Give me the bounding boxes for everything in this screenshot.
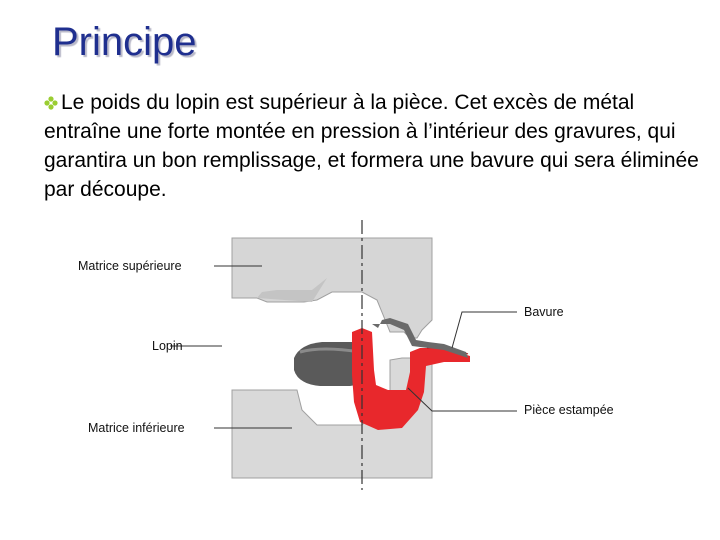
leader-flash	[452, 312, 517, 348]
slide-title: Principe	[52, 20, 197, 64]
label-lower-die: Matrice inférieure	[88, 421, 185, 435]
bullet-paragraph	[44, 88, 704, 204]
diamond-bullet-icon	[44, 89, 58, 103]
label-billet: Lopin	[152, 339, 183, 353]
label-upper-die: Matrice supérieure	[78, 259, 182, 273]
forging-diagram-svg	[72, 220, 652, 495]
label-forged-part: Pièce estampée	[524, 403, 614, 417]
paragraph-text: Le poids du lopin est supérieur à la pièce. Cet excès de métal entraîne une forte montée en pression à l’intérieur des gravures, qui garantira un bon remplissage, et formera une bavure qui sera éliminée par découpe.	[44, 91, 699, 201]
label-flash: Bavure	[524, 305, 564, 319]
forging-diagram	[72, 220, 652, 495]
